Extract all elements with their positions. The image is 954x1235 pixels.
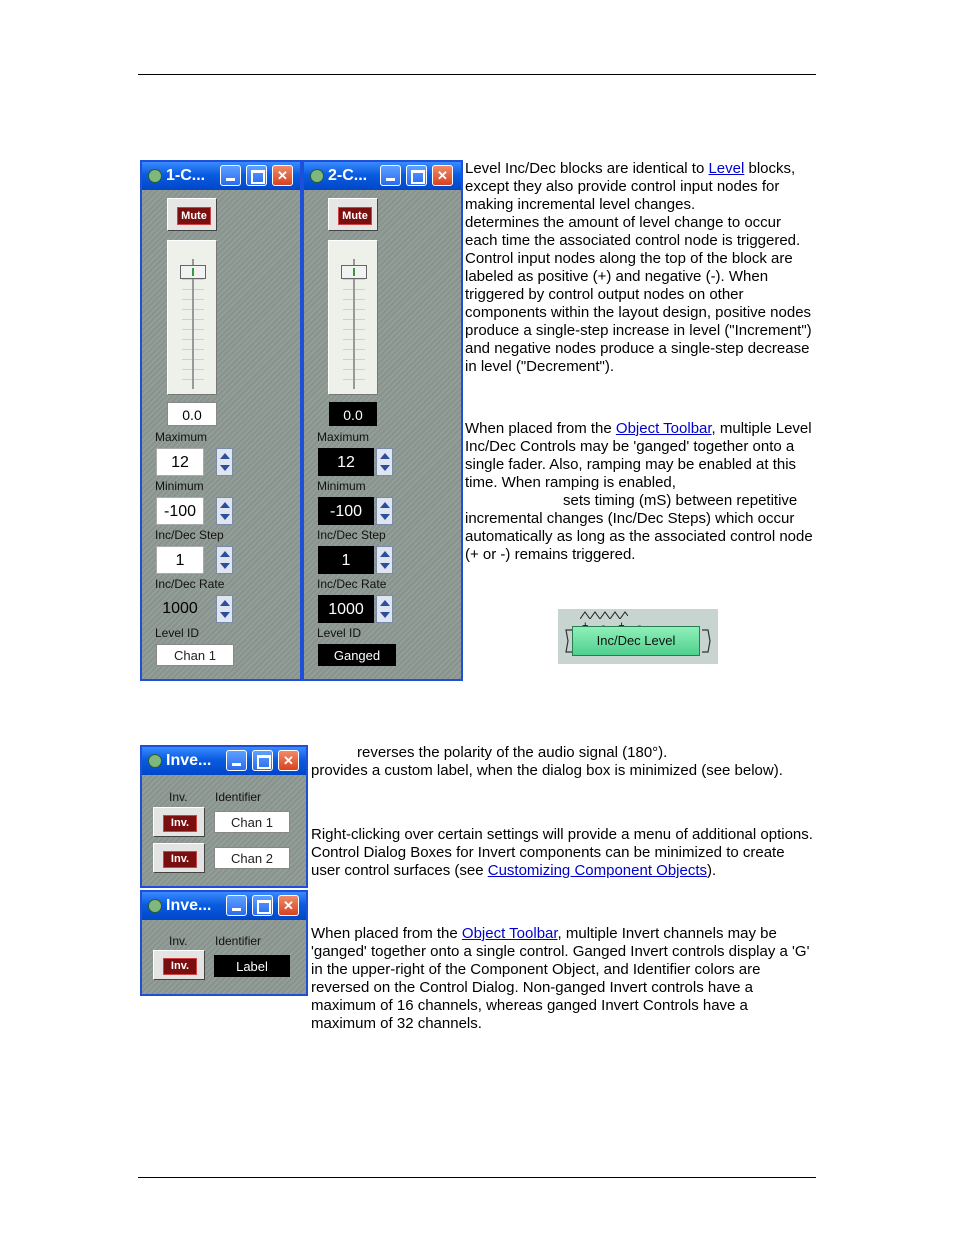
spin-down-icon[interactable] — [220, 465, 230, 471]
level-incdec-paragraph — [465, 160, 815, 214]
maximize-icon — [251, 170, 265, 184]
dialog-titlebar[interactable] — [142, 747, 306, 775]
spin-up-icon[interactable] — [220, 453, 230, 459]
component-icon — [148, 899, 162, 913]
mute-button[interactable] — [167, 198, 217, 231]
identifier-input-1[interactable]: Chan 1 — [214, 811, 290, 833]
step-label: Inc/Dec Step — [155, 528, 224, 542]
close-icon: ✕ — [277, 168, 288, 183]
level-incdec-description — [465, 160, 815, 376]
mute-button[interactable] — [328, 198, 378, 231]
component-icon — [310, 169, 324, 183]
text-segment: , multiple Level Inc/Dec Controls may be 'ganged' together onto a single fader. Also, ramping may be enabled at this time. When ramping is enabled, — [465, 420, 812, 491]
spin-up-icon[interactable] — [380, 551, 390, 557]
footer-rule — [138, 1177, 816, 1178]
fader-handle[interactable] — [180, 265, 206, 279]
step-label: Inc/Dec Step — [317, 528, 386, 542]
level-id-input[interactable]: Chan 1 — [156, 644, 234, 666]
invert-button-label: Inv. — [163, 815, 197, 832]
invert-line-1: reverses the polarity of the audio signal (180°). — [357, 744, 668, 761]
identifier-header: Identifier — [215, 934, 262, 948]
step-spinner[interactable] — [216, 546, 233, 574]
step-spinner[interactable] — [376, 546, 393, 574]
maximize-button[interactable] — [252, 895, 273, 916]
spin-down-icon[interactable] — [220, 563, 230, 569]
minimum-spinner[interactable] — [376, 497, 393, 525]
spin-down-icon[interactable] — [380, 514, 390, 520]
invert-button-1[interactable] — [153, 807, 205, 837]
spin-down-icon[interactable] — [380, 465, 390, 471]
component-icon — [148, 169, 162, 183]
rate-label: Inc/Dec Rate — [155, 577, 225, 591]
dialog-titlebar[interactable] — [142, 162, 300, 190]
step-input[interactable]: 1 — [156, 546, 204, 574]
minimum-input[interactable]: -100 — [318, 497, 374, 525]
invert-button-label: Inv. — [163, 851, 197, 868]
dialog-title: 2-C... — [328, 167, 368, 184]
invert-dialog-1 — [140, 745, 308, 888]
dialog-title: Inve... — [166, 752, 212, 769]
level-incdec-ganging-text — [465, 420, 815, 564]
close-icon: ✕ — [437, 168, 448, 183]
close-button[interactable] — [272, 165, 293, 186]
minimize-icon — [226, 178, 235, 181]
identifier-input-1[interactable]: Label — [214, 955, 290, 977]
component-label: Inc/Dec Level — [572, 626, 700, 656]
minimize-button[interactable] — [226, 895, 247, 916]
maximize-button[interactable] — [246, 165, 267, 186]
level-id-input[interactable]: Ganged — [318, 644, 396, 666]
control-node-wave-icon — [580, 611, 628, 619]
dialog-title: Inve... — [166, 897, 212, 914]
rate-input[interactable]: 1000 — [162, 600, 198, 617]
dialog-title: 1-C... — [166, 167, 206, 184]
object-toolbar-link[interactable]: Object Toolbar — [615, 420, 712, 437]
close-button[interactable] — [432, 165, 453, 186]
invert-button-label: Inv. — [163, 958, 197, 975]
spin-up-icon[interactable] — [380, 453, 390, 459]
spin-up-icon[interactable] — [220, 502, 230, 508]
maximize-icon — [257, 755, 271, 769]
mute-label: Mute — [338, 207, 372, 225]
identifier-header: Identifier — [215, 790, 262, 804]
spin-up-icon[interactable] — [220, 600, 230, 606]
level-id-label: Level ID — [155, 626, 200, 640]
invert-button-1[interactable] — [153, 950, 205, 980]
object-toolbar-link[interactable]: Object Toolbar — [461, 925, 558, 942]
invert-button-2[interactable] — [153, 843, 205, 873]
maximum-spinner[interactable] — [376, 448, 393, 476]
rate-spinner[interactable] — [216, 595, 233, 623]
dialog-titlebar[interactable] — [142, 892, 306, 920]
level-incdec-dialog-2 — [302, 160, 463, 681]
level-link[interactable]: Level — [708, 160, 745, 177]
invert-rightclick-text — [311, 826, 816, 880]
minimize-icon — [232, 763, 241, 766]
minimize-icon — [386, 178, 395, 181]
level-value[interactable]: 0.0 — [329, 402, 377, 426]
rightclick-paragraph — [311, 826, 816, 880]
incdec-level-component[interactable] — [558, 609, 718, 664]
maximize-button[interactable] — [252, 750, 273, 771]
mute-label: Mute — [177, 207, 211, 225]
spin-down-icon[interactable] — [380, 612, 390, 618]
text-segment: ). — [707, 862, 717, 879]
spin-up-icon[interactable] — [220, 551, 230, 557]
level-id-label: Level ID — [317, 626, 362, 640]
invert-description — [311, 744, 816, 780]
close-icon: ✕ — [283, 753, 294, 768]
inv-header: Inv. — [169, 790, 188, 804]
spin-up-icon[interactable] — [380, 600, 390, 606]
level-value[interactable]: 0.0 — [167, 402, 217, 426]
maximize-icon — [411, 170, 425, 184]
minimum-label: Minimum — [155, 479, 204, 493]
text-segment: When placed from the — [311, 925, 462, 942]
close-button[interactable] — [278, 895, 299, 916]
level-incdec-dialog-1 — [140, 160, 302, 681]
maximum-input[interactable]: 12 — [156, 448, 204, 476]
text-segment: blocks, except they also provide control input nodes for making incremental level changes. — [465, 160, 796, 213]
minimize-button[interactable] — [226, 750, 247, 771]
text-segment: Right-clicking over certain settings will provide a menu of additional options. Control Dialog Boxes for Invert components can be minimized to create user control surfaces (see — [311, 826, 813, 879]
rate-label: Inc/Dec Rate — [317, 577, 387, 591]
maximize-button[interactable] — [406, 165, 427, 186]
header-rule — [138, 74, 816, 75]
minimum-label: Minimum — [317, 479, 366, 493]
level-fader[interactable] — [328, 240, 378, 395]
rate-input[interactable]: 1000 — [318, 595, 374, 623]
level-fader[interactable] — [167, 240, 217, 395]
step-input[interactable]: 1 — [318, 546, 374, 574]
ganging-paragraph — [465, 420, 815, 492]
component-icon — [148, 754, 162, 768]
close-icon: ✕ — [283, 898, 294, 913]
spin-down-icon[interactable] — [380, 563, 390, 569]
invert-ganging-paragraph — [311, 925, 816, 1033]
fader-handle[interactable] — [341, 265, 367, 279]
minimize-icon — [232, 908, 241, 911]
spin-down-icon[interactable] — [220, 612, 230, 618]
rate-spinner[interactable] — [376, 595, 393, 623]
minimum-input[interactable]: -100 — [156, 497, 204, 525]
invert-line-2: provides a custom label, when the dialog box is minimized (see below). — [311, 762, 783, 779]
minimize-button[interactable] — [220, 165, 241, 186]
spin-down-icon[interactable] — [220, 514, 230, 520]
close-button[interactable] — [278, 750, 299, 771]
minimize-button[interactable] — [380, 165, 401, 186]
text-segment: Level Inc/Dec blocks are identical to — [465, 160, 709, 177]
maximum-label: Maximum — [155, 430, 208, 444]
dialog-titlebar[interactable] — [304, 162, 461, 190]
inv-header: Inv. — [169, 934, 188, 948]
minimum-spinner[interactable] — [216, 497, 233, 525]
rate-description: sets timing (mS) between repetitive incremental changes (Inc/Dec Steps) which occur automatically as long as the associated control node (+ or -) remains triggered. — [465, 492, 813, 563]
text-segment: , multiple Invert channels may be 'ganged' together onto a single control. Ganged Invert controls display a 'G' in the upper-right of the Component Object, and Identifier colors are reversed on the Control Dialog. Non-ganged Invert controls have a maximum of 16 channels, whereas ganged Invert Controls have a maximum of 32 channels. — [311, 925, 810, 1032]
maximum-label: Maximum — [317, 430, 370, 444]
customizing-component-objects-link[interactable]: Customizing Component Objects — [487, 862, 708, 879]
text-segment: When placed from the — [465, 420, 616, 437]
identifier-input-2[interactable]: Chan 2 — [214, 847, 290, 869]
maximum-input[interactable]: 12 — [318, 448, 374, 476]
maximum-spinner[interactable] — [216, 448, 233, 476]
maximize-icon — [257, 900, 271, 914]
step-description: determines the amount of level change to occur each time the associated control node is triggered. Control input nodes along the top of the block are labeled as positive (+) and negative (-). When triggered by control output nodes on other components within the layout design, positive nodes produce a single-step increase in level ("Increment") and negative nodes produce a single-step decrease in level ("Decrement"). — [465, 214, 812, 375]
spin-up-icon[interactable] — [380, 502, 390, 508]
invert-ganging-text — [311, 925, 816, 1033]
output-node-icon — [700, 629, 712, 653]
invert-dialog-ganged — [140, 890, 308, 996]
